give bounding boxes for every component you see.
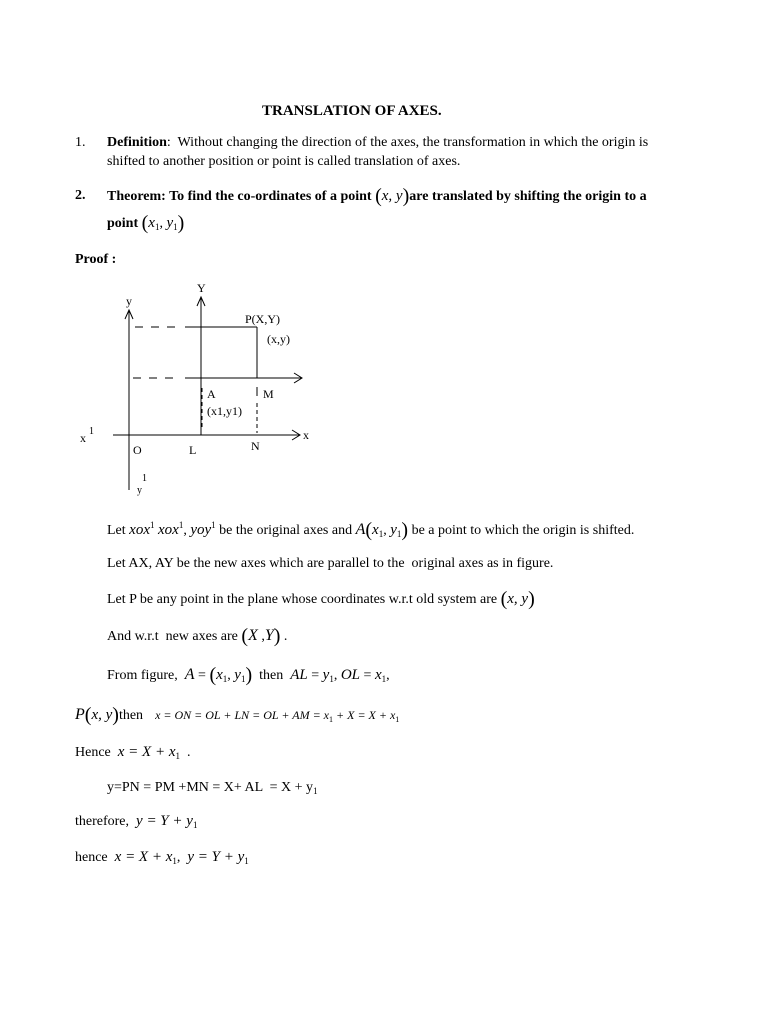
proof-line-8 (107, 778, 318, 801)
proof-line-10 (75, 847, 249, 871)
text-run: be a point to which the origin is shifted. (408, 523, 635, 538)
point-label-A-coords: (x1,y1) (207, 404, 242, 418)
parenthesis: ( (365, 519, 373, 541)
parenthesis: ) (528, 588, 535, 610)
point-label-L: L (189, 443, 197, 457)
math-variable: y (234, 667, 241, 683)
page-title: TRANSLATION OF AXES. (262, 103, 442, 119)
text-run: Let P be any point in the plane whose coordinates w.r.t old system are (107, 592, 501, 607)
theorem-line-2 (107, 213, 184, 237)
text-run: , (383, 523, 391, 538)
superscript: 1 (149, 520, 155, 530)
parenthesis: ) (402, 185, 410, 207)
math-variable: yoy (190, 522, 212, 538)
proof-label: Proof : (75, 252, 117, 267)
subscript: 1 (378, 529, 384, 539)
definition-line-2: shifted to another position or point is called translation of axes. (107, 154, 461, 169)
subscript: 1 (222, 674, 228, 684)
math-expression: x = X + x (114, 849, 173, 865)
text-run: y=PN = PM +MN = X+ AL = X + y (107, 780, 314, 795)
math-variable: y (166, 215, 174, 231)
math-expression: x = ON = OL + LN = OL + AM = x (155, 708, 330, 722)
proof-line-1 (107, 515, 634, 544)
proof-line-4 (107, 626, 287, 647)
axis-label-x1-superscript: 1 (89, 426, 94, 437)
origin-label-O: O (133, 443, 142, 457)
subscript: 1 (240, 674, 246, 684)
text-run: Hence (75, 745, 118, 760)
subscript: 1 (173, 222, 178, 232)
translation-of-axes-figure (70, 275, 320, 505)
subscript: 1 (395, 715, 400, 724)
text-run: then (118, 708, 144, 723)
definition-line-1 (107, 133, 648, 153)
parenthesis: ( (500, 588, 508, 610)
subscript: 1 (175, 751, 180, 761)
math-variable: y (322, 667, 330, 683)
axis-label-y1-superscript: 1 (142, 473, 147, 484)
math-variable: AL (290, 667, 308, 683)
text-run: Let (107, 523, 130, 538)
subscript: 1 (396, 529, 402, 539)
math-variable: x, y (507, 591, 529, 607)
math-variable: A (355, 521, 366, 538)
math-variable: xox (129, 522, 150, 538)
text-run: be the original axes and (215, 523, 356, 538)
parenthesis: ( (141, 212, 149, 234)
text-run: hence (75, 850, 115, 865)
text-run: then (252, 668, 291, 683)
parenthesis: ) (177, 212, 185, 234)
math-variable: P (75, 706, 85, 723)
parenthesis: ( (209, 664, 217, 686)
text-run: point (107, 216, 142, 231)
subscript: 1 (172, 856, 177, 866)
proof-line-9 (75, 811, 197, 835)
text-run: , (159, 216, 167, 231)
proof-line-3 (107, 589, 535, 610)
proof-line-7 (75, 742, 191, 766)
text-run: = (194, 668, 210, 683)
math-variable: x (372, 522, 379, 538)
axis-label-y1: y (137, 485, 142, 496)
subscript: 1 (313, 786, 318, 796)
subscript: 1 (154, 222, 160, 232)
point-label-P-old: (x,y) (267, 332, 290, 346)
axis-label-y: y (126, 294, 132, 308)
math-variable: x (216, 667, 223, 683)
math-expression: y = Y + y (136, 813, 193, 829)
text-run: , (257, 629, 265, 644)
point-label-M: M (263, 387, 274, 401)
proof-line-6 (75, 705, 399, 730)
parenthesis: ) (401, 519, 409, 541)
text-run: : Without changing the direction of the axes, the transformation in which the origin is (166, 135, 649, 150)
math-expression: y = Y + y (187, 849, 245, 865)
subscript: 1 (192, 820, 198, 830)
point-label-N: N (251, 439, 260, 453)
point-label-A: A (207, 387, 216, 401)
text-run: = (360, 668, 375, 683)
math-variable: x, y (91, 707, 113, 723)
definition-number: 1. (75, 135, 86, 150)
math-variable: x (374, 667, 382, 683)
superscript: 1 (178, 520, 184, 530)
text-run: , (183, 523, 191, 538)
parenthesis: ( (84, 704, 92, 726)
text-run: , (227, 668, 235, 683)
math-expression: + X = X + x (333, 708, 396, 722)
text-run: , (386, 668, 390, 683)
text-run: And w.r.t new axes are (107, 629, 242, 644)
math-variable: A (184, 666, 195, 683)
proof-line-5 (107, 665, 390, 689)
subscript: 1 (329, 674, 334, 684)
math-variable: y (390, 522, 397, 538)
axis-label-Y: Y (197, 281, 206, 295)
parenthesis: ) (245, 664, 253, 686)
parenthesis: ) (112, 704, 119, 726)
text-run: = (307, 668, 323, 683)
text-run: . (180, 745, 191, 760)
theorem-number: 2. (75, 188, 86, 203)
axis-label-x: x (303, 428, 309, 442)
text-run: , (176, 850, 188, 865)
text-run: are translated by shifting the origin to a (409, 189, 647, 204)
text-run: From figure, (107, 668, 185, 683)
theorem-line-1 (107, 186, 647, 207)
parenthesis: ) (273, 625, 281, 647)
parenthesis: ( (375, 185, 382, 207)
superscript: 1 (211, 520, 216, 530)
math-variable: OL (340, 667, 361, 683)
subscript: 1 (381, 674, 387, 684)
subscript: 1 (244, 856, 249, 866)
math-expression: x = X + x (117, 744, 176, 760)
definition-label: Definition (107, 135, 167, 150)
text-run: . (280, 629, 288, 644)
axis-label-x1: x (80, 431, 86, 445)
text-run: Theorem: To find the co-ordinates of a point (107, 189, 376, 204)
point-label-P: P(X,Y) (245, 312, 280, 326)
math-variable: X (248, 627, 258, 644)
math-variable: xox (157, 522, 179, 538)
text-run: , (333, 668, 341, 683)
math-variable: x (148, 215, 155, 231)
parenthesis: ( (241, 625, 249, 647)
proof-line-2: Let AX, AY be the new axes which are parallel to the original axes as in figure. (107, 556, 554, 571)
subscript: 1 (329, 715, 334, 724)
math-variable: x, y (381, 188, 403, 204)
text-run: therefore, (75, 814, 137, 829)
math-variable: Y (264, 627, 274, 644)
